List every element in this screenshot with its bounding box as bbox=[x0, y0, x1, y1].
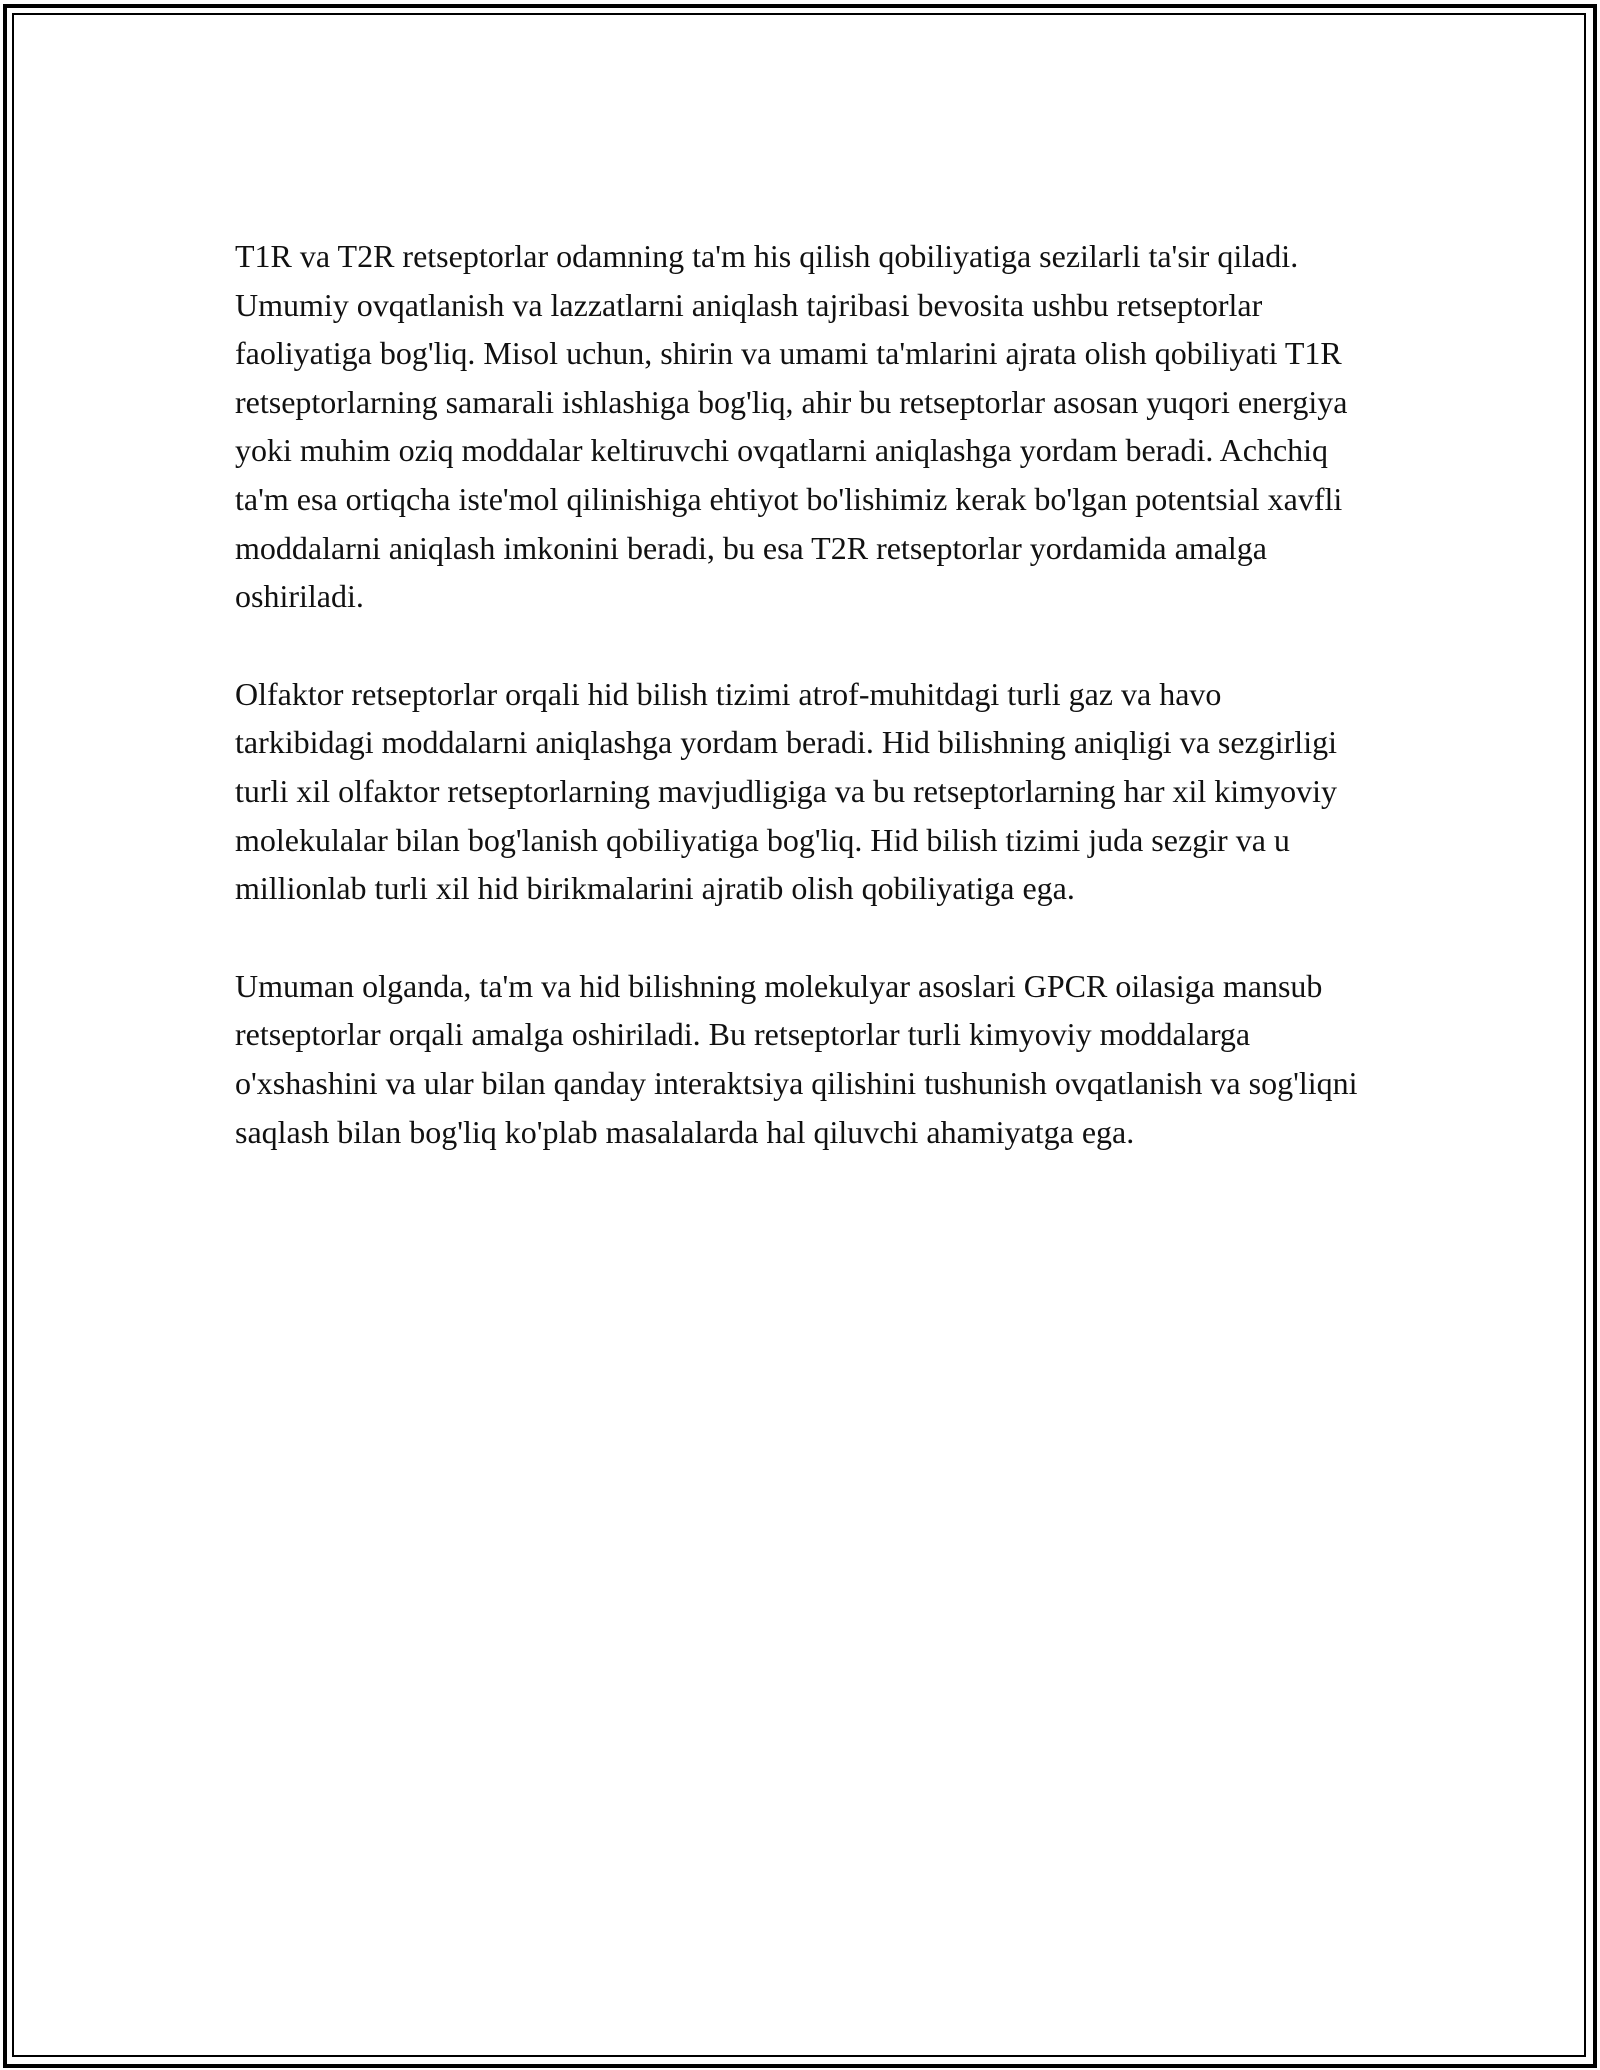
paragraph-3: Umuman olganda, ta'm va hid bilishning molekulyar asoslari GPCR oilasiga mansub retseptorlar orqali amalga oshiriladi. Bu retseptorlar turli kimyoviy moddalarga o'xshashini va ular bilan qanday interaktsiya qilishini tushunish ovqatlanish va sog'liqni saqlash bilan bog'liq ko'plab masalalarda hal qiluvchi ahamiyatga ega. bbox=[235, 967, 1358, 1150]
paragraph-2: Olfaktor retseptorlar orqali hid bilish tizimi atrof-muhitdagi turli gaz va havo tarkibidagi moddalarni aniqlashga yordam beradi. Hid bilishning aniqligi va sezgirligi turli xil olfaktor retseptorlarning mavjudligiga va bu retseptorlarning har xil kimyoviy molekulalar bilan bog'lanish qobiliyatiga bog'liq. Hid bilish tizimi juda sezgir va u millionlab turli xil hid birikmalarini ajratib olish qobiliyatiga ega. bbox=[235, 675, 1337, 907]
document-body bbox=[235, 232, 1365, 1205]
paragraph-1: T1R va T2R retseptorlar odamning ta'm his qilish qobiliyatiga sezilarli ta'sir qiladi. Umumiy ovqatlanish va lazzatlarni aniqlash tajribasi bevosita ushbu retseptorlar faoliyatiga bog'liq. Misol uchun, shirin va umami ta'mlarini ajrata olish qobiliyati T1R retseptorlarning samarali ishlashiga bog'liq, ahir bu retseptorlar asosan yuqori energiya yoki muhim oziq moddalar keltiruvchi ovqatlarni aniqlashga yordam beradi. Achchiq ta'm esa ortiqcha iste'mol qilinishiga ehtiyot bo'lishimiz kerak bo'lgan potentsial xavfli moddalarni aniqlash imkonini beradi, bu esa T2R retseptorlar yordamida amalga oshiriladi. bbox=[235, 238, 1348, 615]
